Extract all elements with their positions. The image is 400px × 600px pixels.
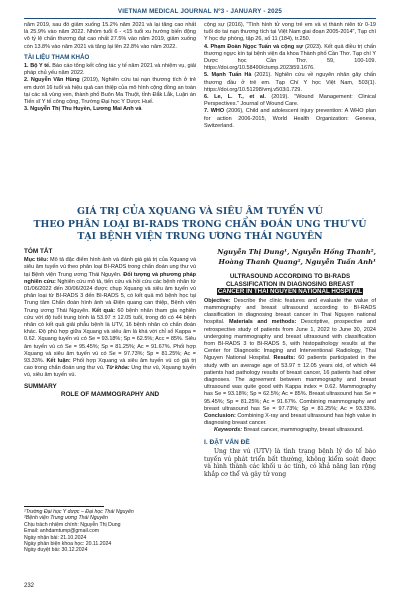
reference-7: 7. WHO (2006), Child and adolescent injury prevention: A WHO plan for action 2006-2015, World Health Organization: Geneva, Switzerland. (204, 108, 377, 129)
top-right-column (204, 22, 376, 130)
title-line-3: TẠI BỆNH VIỆN TRUNG ƯƠNG THÁI NGUYÊN (77, 231, 323, 242)
english-abstract-text: Objective: Describe the clinic features and evaluate the value of mammography and breast ultrasound according to BI-RADS classification in diagnosing breast cancer in Thai Nguyen national hospital. Materials and methods: Descriptive, prospective and retrospective study of patients from June 1, 2022 to June 30, 2024 undergoing mammography and breast ultrasound with classification from BI-RADS 3 to BI-RADS 5, with histopathology results at the Center for Diagnostic Imaging and Interventional Radiology, Thai Nguyen National Hospital. Results: 60 patients participated in the study with an average age of 53.97 ± 12.05 years old, of which 44 patients had pathology results of breast cancer, 16 patients had other diagnoses. The agreement between mammography and breast ultrasound was quite good with Kappa index = 0.62. Mammography has Se = 93.18%; Sp = 62.5%; Ac = 85%. Breast ultrasound has Se = 95.45%; Sp = 81.25%; Ac = 91.67%. Combining mammography and breast ultrasound has Se = 97.73%; Sp = 81.25%; Ac = 93.33%. Conclusion: Combining X-ray and breast ultrasound has high value in diagnosing breast cancer. (204, 297, 376, 427)
reference-3: 3. Nguyễn Thị Thu Huyền, Lương Mai Anh và (24, 106, 142, 113)
references-heading: TÀI LIỆU THAM KHẢO (24, 53, 90, 61)
title-line-2: THEO PHÂN LOẠI BI-RADS TRONG CHẨN ĐOÁN UNG THƯ VÚ (33, 218, 367, 230)
english-title: ULTRASOUND ACCORDING TO BI-RADS CLASSIFICATION IN DIAGNOSING BREAST CANCER IN THAI NGUYEN NATIONAL HOSPITAL (217, 273, 363, 296)
footnote-received: Ngày nhận bài: 21.10.2024 (24, 534, 87, 541)
reference-4: 4. Phạm Đoàn Ngọc Tuấn và cộng sự (2023). Kết quả điều trị chấn thương ngực kín tại bệnh viện đa khoa Thành phố Cần Thơ. Tạp chí Y Dược học Cần Thơ. 59, 100-109. https://doi.org/10.58490/ctump.2023i59.1676. (204, 43, 376, 72)
introduction-text: Ung thư vú (UTV) là tình trạng bệnh lý do tế bào tuyến vú phát triển bất thường, không kiểm soát được và hình thành các khối u ác tính, có khả năng lan rộng khắp cơ thể và gây tử vong (204, 447, 376, 479)
footnote-accepted: Ngày duyệt bài: 30.12.2024 (24, 547, 88, 554)
reference-1: 1. Bộ Y tế. Báo cáo tổng kết công tác y tế năm 2021 và nhiệm vụ, giải pháp chủ yếu năm 2022. (24, 63, 197, 77)
footnote-email: Email: anhdamtump@gmail.com (24, 528, 100, 535)
author-list: Nguyễn Thị Dung¹, Nguyễn Hồng Thanh², Hoàng Thanh Quang², Nguyễn Tuấn Anh¹ (217, 248, 376, 266)
page-number: 232 (24, 583, 35, 589)
continued-paragraph: năm 2019, sau đó giảm xuống 15.2% năm 2021 và lại tăng cao nhất là 25.9% vào năm 2022. Nhóm tuổi 6 - <15 tuổi xu hướng biến động vô tỷ lệ chấn thương đạt cao nhất 27.5% vào năm 2019, giảm xuống còn 13.8% vào năm 2021 và tăng lại lên 22.8% vào năm 2022. (24, 22, 196, 50)
footnote-corresponding: Chịu trách nhiệm chính: Nguyễn Thị Dung (24, 521, 121, 528)
article-title (24, 206, 376, 244)
top-left-column (24, 22, 196, 113)
header-rule (24, 18, 376, 19)
summary-heading: SUMMARY ROLE OF MAMMOGRAPHY AND (24, 382, 160, 398)
reference-6: 6. Le, L. T., et al. (2019). "Wound Management: Clinical Perspectives." Journal of Wound Care. (204, 94, 377, 108)
reference-5: 5. Mạnh Tuấn Hà (2021). Nghiên cứu về nguyên nhân gây chấn thương đầu ở trẻ em. Tạp Chí Y học Việt Nam, 503(1). https://doi.org/10.51298/vmj.v503i1.729. (204, 72, 376, 93)
english-title-highlight: CANCER IN THAI NGUYEN NATIONAL HOSPITAL (217, 288, 363, 296)
abstract-heading: TÓM TẮT (24, 248, 53, 255)
footnote-affiliation-1: ¹Trường Đại học Y dược – Đại học Thái Nguyên (24, 509, 134, 515)
footnotes (24, 509, 196, 554)
reference-3-continued: cộng sự (2016), "Tình hình tử vong trẻ em và vị thành niên từ 0-19 tuổi do tai nạn thương tích tại Việt Nam giai đoạn 2005-2014", Tạp chí Y học dự phòng, tập 26, số 11 (184), tr.250. (204, 22, 376, 43)
footnote-affiliation-2: ²Bệnh viện Trung ương Thái Nguyên (24, 515, 108, 522)
footnote-rule (24, 506, 104, 507)
title-line-1: GIÁ TRỊ CỦA XQUANG VÀ SIÊU ÂM TUYẾN VÚ (77, 206, 323, 217)
abstract-column (24, 248, 196, 399)
journal-header: VIETNAM MEDICAL JOURNAL Nº3 - JANUARY - 2025 (117, 8, 283, 15)
english-keywords: Keywords: Breast cancer, mammography, breast ultrasound. (214, 427, 364, 434)
english-abstract-column (204, 248, 376, 479)
footnote-reviewed: Ngày phản biện khoa học: 20.11.2024 (24, 541, 112, 548)
introduction-heading: I. ĐẶT VẤN ĐỀ (204, 438, 250, 446)
reference-2: 2. Nguyễn Văn Hùng (2019), Nghiên cứu tai nạn thương tích ở trẻ em dưới 16 tuổi và hiệu quả can thiệp của mô hình cộng đồng an toàn tại các xã vùng ven, thành phố Buôn Ma Thuột, tỉnh Đắk Lắk, Luận án Tiến sĩ Y tế công cộng, Trường Đại học Y Dược Huế. (24, 77, 197, 106)
abstract-text: Mục tiêu: Mô tả đặc điểm hình ảnh và đánh giá giá trị của Xquang và siêu âm tuyến vú theo phân loại BI-RADS trong chẩn đoán ung thư vú tại Bệnh viện Trung ương Thái Nguyên. Đối tượng và phương pháp nghiên cứu: Nghiên cứu mô tả, tiến cứu và hồi cứu các bệnh nhân từ 01/06/2022 đến 30/06/2024 được chụp Xquang và siêu âm tuyến vú phân loại từ BI-RADS 3 đến BI-RADS 5, có kết quả mô bệnh học tại Trung tâm Chẩn đoán hình ảnh và Điện quang can thiệp, Bệnh viện Trung ương Thái Nguyên. Kết quả: 60 bệnh nhân tham gia nghiên cứu với độ tuổi trung bình là 53.97 ± 12.05 tuổi, trong đó có 44 bệnh nhân có kết quả giải phẫu bệnh là UTV, 16 bệnh nhân có chẩn đoán khác. Độ phù hợp giữa Xquang và siêu âm là khá với chỉ số Kappa = 0.62. Xquang tuyến vú có Se = 93.18%; Sp = 62.5%; Acc = 85%. Siêu âm tuyến vú có Se = 95.45%; Sp = 81.25%; Ac = 91.67%. Phối hợp Xquang và siêu âm tuyến vú có Se = 97.73%; Sp = 81.25%; Ac = 93.33%. Kết luận: Phối hợp Xquang và siêu âm tuyến vú có giá trị cao trong chẩn đoán ung thư vú. Từ khóa: Ung thư vú, Xquang tuyến vú, siêu âm tuyến vú. (24, 257, 197, 379)
